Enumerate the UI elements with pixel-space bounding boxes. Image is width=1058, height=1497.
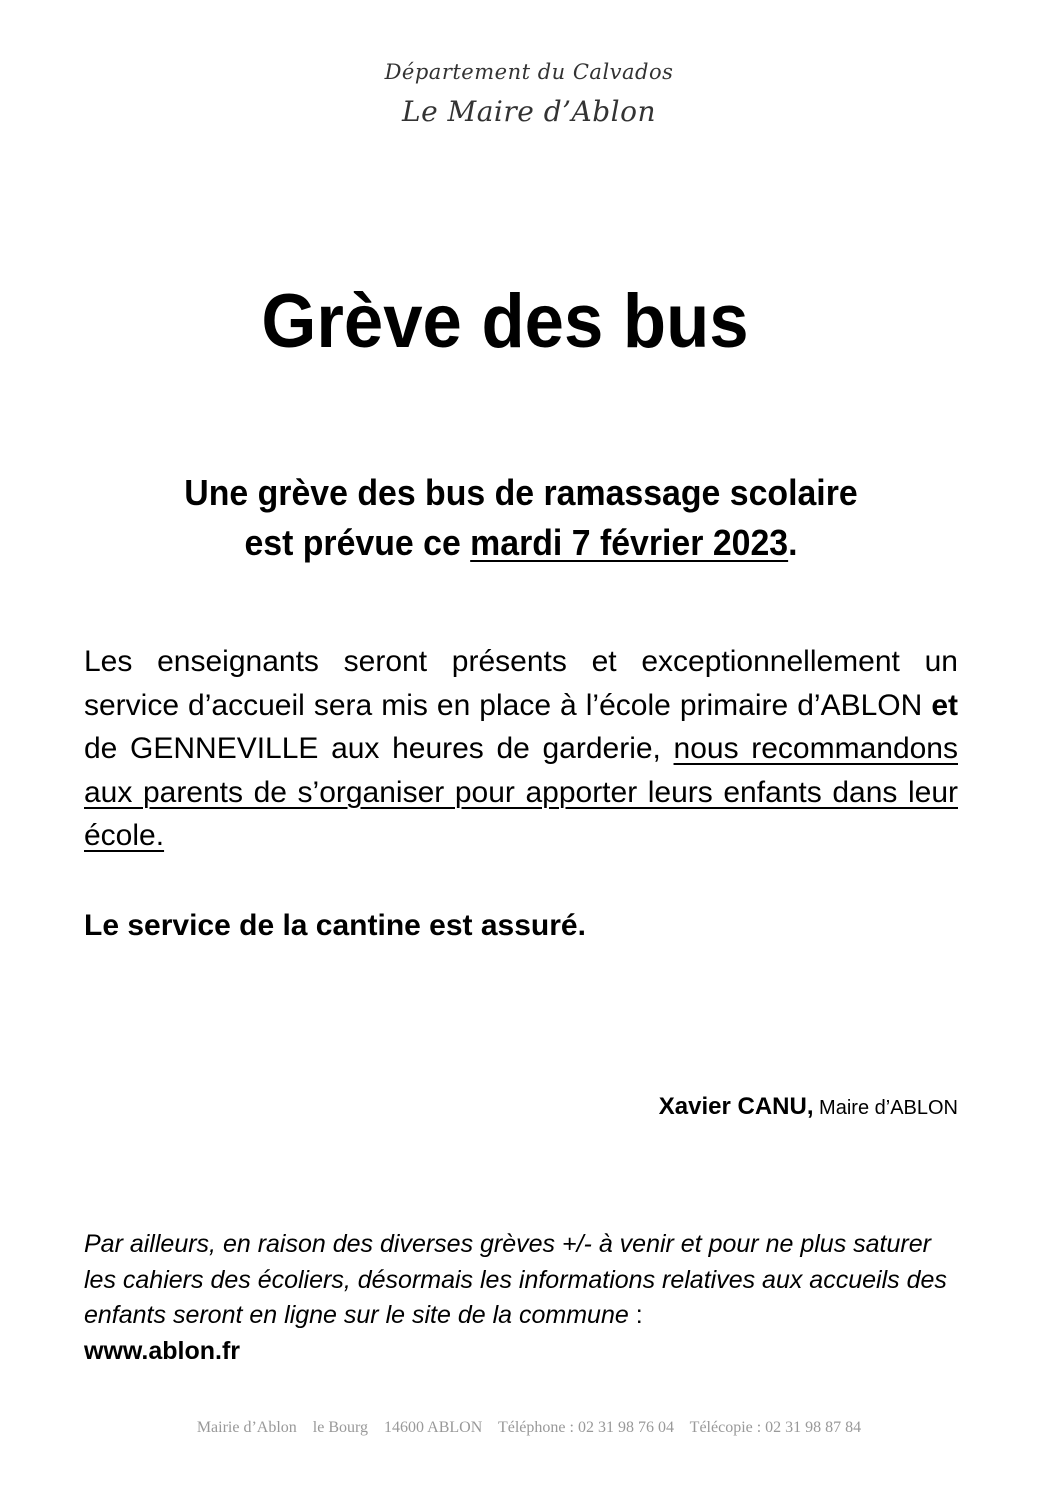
subtitle-suffix: .: [788, 522, 798, 563]
signature-role: Maire d’ABLON: [813, 1097, 958, 1119]
website-link[interactable]: www.ablon.fr: [84, 1336, 241, 1365]
subtitle-line2: [31, 518, 1010, 568]
subtitle: [31, 468, 1010, 568]
info-note: [84, 1227, 958, 1369]
body-part1: Les enseignants seront présents et exceptionnellement un service d’accueil sera mis en place à l’école primaire d’ABLON: [84, 645, 958, 722]
letterhead-department: Département du Calvados: [384, 60, 674, 84]
body-paragraph: [84, 640, 958, 858]
body-bold-word: et: [931, 688, 958, 722]
subtitle-line1: Une grève des bus de ramassage scolaire: [184, 472, 858, 513]
subtitle-prefix: est prévue ce: [244, 522, 471, 563]
note-colon: :: [628, 1301, 643, 1329]
body-recommendation: nous recommandons aux parents de s’organiser pour apporter leurs enfants dans leur école.: [84, 732, 958, 852]
signature: [659, 1093, 958, 1121]
canteen-notice: Le service de la cantine est assuré.: [84, 909, 586, 942]
note-text: Par ailleurs, en raison des diverses grèves +/- à venir et pour ne plus saturer les cahiers des écoliers, désormais les informations relatives aux accueils des enfants seront en ligne sur le site de la commune: [84, 1230, 947, 1329]
letterhead-mayor: Le Maire d’Ablon: [401, 95, 657, 128]
body-part2: de GENNEVILLE aux heures de garderie,: [84, 732, 674, 765]
footer-address: Mairie d’Ablon le Bourg 14600 ABLON Téléphone : 02 31 98 76 04 Télécopie : 02 31 98 87 84: [196, 1419, 862, 1436]
page-title: Grève des bus: [261, 279, 749, 364]
signature-name: Xavier CANU,: [658, 1093, 814, 1120]
strike-date: mardi 7 février 2023: [470, 522, 789, 563]
